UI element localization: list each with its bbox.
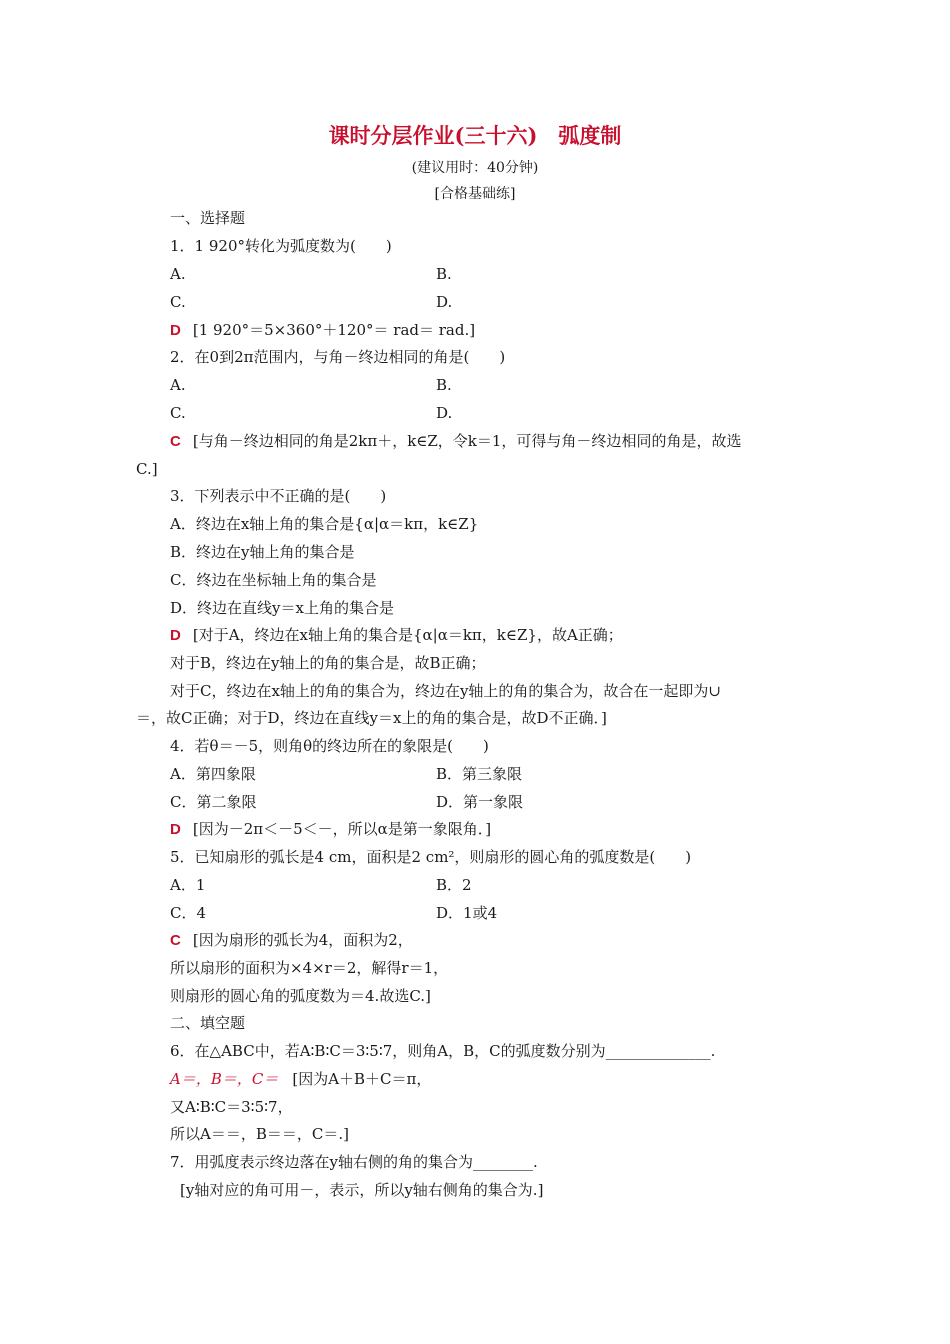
question-1-option-a: A. xyxy=(170,265,186,283)
part-heading-choice: 一、选择题 xyxy=(170,209,246,227)
question-3-option-a: A．终边在x轴上角的集合是{α|α＝kπ，k∈Z} xyxy=(170,515,479,533)
section-label: [合格基础练] xyxy=(434,186,516,202)
question-1-stem: 1．1 920°转化为弧度数为( ) xyxy=(170,237,392,255)
question-2-option-a: A. xyxy=(170,376,186,394)
question-6-explanation-line-3: 所以A＝＝，B＝＝，C＝.] xyxy=(170,1125,349,1143)
page-title: 课时分层作业(三十六) 弧度制 xyxy=(328,123,622,148)
question-1-answer xyxy=(170,320,475,341)
question-6-explanation-line-2: 又A∶B∶C＝3∶5∶7， xyxy=(170,1098,293,1116)
answer-letter: D xyxy=(170,821,181,838)
question-5-explanation-line-2: 所以扇形的面积为×4×r＝2，解得r＝1， xyxy=(170,959,449,977)
answer-letter: C xyxy=(170,433,181,450)
question-7-explanation: [y轴对应的角可用－，表示，所以y轴右侧角的集合为.] xyxy=(180,1181,544,1199)
suggested-time: (建议用时：40分钟) xyxy=(411,160,539,176)
answer-letter: D xyxy=(170,627,181,644)
question-6-answer xyxy=(170,1069,431,1089)
question-5-stem: 5．已知扇形的弧长是4 cm，面积是2 cm²，则扇形的圆心角的弧度数是( ) xyxy=(170,848,692,866)
question-2-stem: 2．在0到2π范围内，与角－终边相同的角是( ) xyxy=(170,348,506,366)
question-1-option-c: C. xyxy=(170,293,186,311)
question-7-stem: 7．用弧度表示终边落在y轴右侧的角的集合为________. xyxy=(170,1153,538,1171)
question-4-stem: 4．若θ＝－5，则角θ的终边所在的象限是( ) xyxy=(170,737,489,755)
question-3-option-c: C．终边在坐标轴上角的集合是 xyxy=(170,571,377,589)
question-5-option-b: B．2 xyxy=(436,876,472,894)
question-5-option-d: D．1或4 xyxy=(436,904,498,922)
answer-text: A＝，B＝，C＝ xyxy=(170,1070,279,1088)
question-2-answer-cont: C.] xyxy=(136,460,158,478)
question-5-option-c: C．4 xyxy=(170,904,207,922)
question-3-explanation-line-3: 对于C，终边在x轴上的角的集合为，终边在y轴上的角的集合为，故合在一起即为∪ xyxy=(170,682,721,700)
question-4-option-b: B．第三象限 xyxy=(436,765,523,783)
question-3-answer xyxy=(170,625,623,646)
question-3-option-b: B．终边在y轴上角的集合是 xyxy=(170,543,355,561)
question-2-option-b: B. xyxy=(436,376,452,394)
question-1-option-d: D. xyxy=(436,293,453,311)
question-2-answer xyxy=(170,431,741,452)
answer-letter: D xyxy=(170,322,181,339)
question-2-option-d: D. xyxy=(436,404,453,422)
explanation: [因为－2π＜－5＜－，所以α是第一象限角．] xyxy=(192,820,492,838)
question-5-explanation-line-3: 则扇形的圆心角的弧度数为＝4.故选C.] xyxy=(170,987,431,1005)
explanation: [1 920°＝5×360°＋120°＝ rad＝ rad.] xyxy=(192,321,476,339)
question-5-option-a: A．1 xyxy=(170,876,206,894)
question-4-option-d: D．第一象限 xyxy=(436,793,524,811)
question-3-option-d: D．终边在直线y＝x上角的集合是 xyxy=(170,599,394,617)
explanation: [因为A＋B＋C＝π， xyxy=(292,1070,432,1088)
part-heading-fill: 二、填空题 xyxy=(170,1014,246,1032)
question-1-option-b: B. xyxy=(436,265,452,283)
question-4-option-a: A．第四象限 xyxy=(170,765,256,783)
question-3-explanation-line-4: ＝，故C正确；对于D，终边在直线y＝x上的角的集合是，故D不正确．] xyxy=(136,709,607,727)
question-4-answer xyxy=(170,819,491,840)
question-4-option-c: C．第二象限 xyxy=(170,793,257,811)
question-5-answer xyxy=(170,930,413,951)
explanation: [因为扇形的弧长为4，面积为2， xyxy=(192,931,413,949)
question-6-stem: 6．在△ABC中，若A∶B∶C＝3∶5∶7，则角A，B，C的弧度数分别为______________. xyxy=(170,1042,716,1060)
question-2-option-c: C. xyxy=(170,404,186,422)
explanation: [对于A，终边在x轴上角的集合是{α|α＝kπ，k∈Z}，故A正确； xyxy=(192,626,623,644)
question-3-stem: 3．下列表示中不正确的是( ) xyxy=(170,487,387,505)
explanation: [与角－终边相同的角是2kπ＋，k∈Z，令k＝1，可得与角－终边相同的角是，故选 xyxy=(192,432,742,450)
answer-letter: C xyxy=(170,932,181,949)
question-3-explanation-line-2: 对于B，终边在y轴上的角的集合是，故B正确； xyxy=(170,654,486,672)
